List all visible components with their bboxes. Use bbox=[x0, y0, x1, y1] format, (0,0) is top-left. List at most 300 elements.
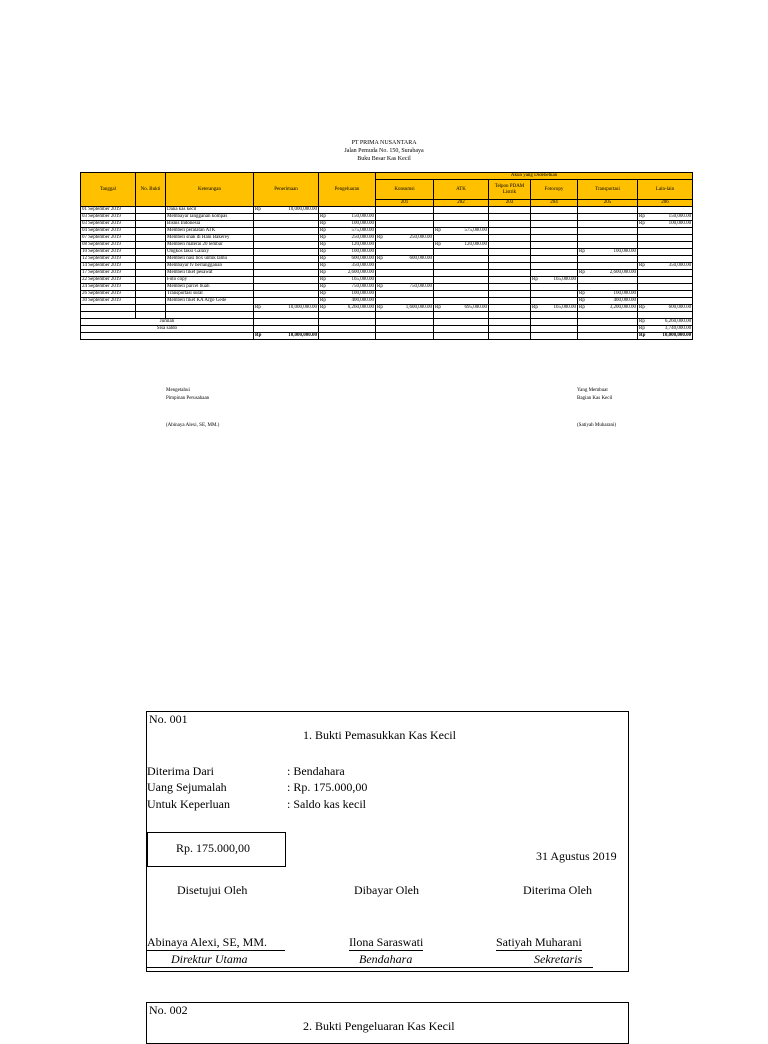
signer-name-director: Abinaya Alexi, SE, MM. bbox=[147, 935, 285, 951]
row-k bbox=[376, 214, 434, 221]
blank-cell bbox=[376, 333, 434, 340]
grand-in bbox=[254, 333, 319, 340]
row-out bbox=[319, 256, 376, 263]
amount-value: 3,740,000.00 bbox=[664, 326, 692, 331]
amount-value: 100,000.00 bbox=[613, 249, 636, 254]
table-row bbox=[81, 256, 693, 263]
account-code-206: 206 bbox=[638, 200, 693, 207]
spacer-row bbox=[81, 312, 693, 319]
row-atk bbox=[434, 277, 489, 284]
value-purpose: : Saldo kas kecil bbox=[287, 797, 366, 811]
currency-label: Rp bbox=[639, 305, 645, 310]
amount-value: 750,000.00 bbox=[409, 284, 432, 289]
currency-label: Rp bbox=[639, 326, 645, 331]
row-date: 14 September 2019 bbox=[81, 263, 136, 270]
table-row bbox=[81, 284, 693, 291]
row-in bbox=[254, 270, 319, 277]
row-foto bbox=[531, 221, 578, 228]
amount-value: 100,000.00 bbox=[351, 221, 374, 226]
currency-label: Rp bbox=[579, 291, 585, 296]
row-foto bbox=[531, 298, 578, 305]
row-bukti bbox=[136, 221, 166, 228]
spacer-cell bbox=[489, 312, 531, 319]
amount-value: 100,000.00 bbox=[613, 291, 636, 296]
currency-label: Rp bbox=[639, 319, 645, 324]
amount-value: 6,260,000.00 bbox=[347, 305, 374, 310]
jumlah-row bbox=[81, 319, 693, 326]
row-date: 24 September 2019 bbox=[81, 284, 136, 291]
spacer-cell bbox=[81, 312, 136, 319]
row-in bbox=[254, 284, 319, 291]
sig-right-line1: Yang Membuat bbox=[577, 388, 608, 393]
amount-value: 150,000.00 bbox=[351, 214, 374, 219]
row-trans bbox=[578, 214, 638, 221]
blank-cell bbox=[376, 319, 434, 326]
currency-label: Rp bbox=[320, 214, 326, 219]
row-date: 12 September 2019 bbox=[81, 256, 136, 263]
table-row bbox=[81, 277, 693, 284]
row-trans bbox=[578, 207, 638, 214]
row-description: Bisnis Indonesia bbox=[166, 221, 254, 228]
amount-value: 6,260,000.00 bbox=[664, 319, 692, 324]
currency-label: Rp bbox=[579, 298, 585, 303]
currency-label: Rp bbox=[320, 221, 326, 226]
row-date: 08 September 2019 bbox=[81, 242, 136, 249]
row-in bbox=[254, 263, 319, 270]
table-row bbox=[81, 298, 693, 305]
blank-cell bbox=[531, 333, 578, 340]
voucher-title: 2. Bukti Pengeluaran Kas Kecil bbox=[303, 1019, 455, 1033]
row-lain bbox=[638, 277, 693, 284]
currency-label: Rp bbox=[320, 256, 326, 261]
account-name-204: Fotocopy bbox=[531, 180, 578, 200]
blank-cell bbox=[578, 333, 638, 340]
amount-value: 250,000.00 bbox=[351, 235, 374, 240]
currency-label: Rp bbox=[639, 333, 646, 338]
row-in bbox=[254, 256, 319, 263]
received-by-label: Diterima Oleh bbox=[523, 883, 592, 897]
row-tel bbox=[489, 256, 531, 263]
row-atk bbox=[434, 214, 489, 221]
row-description: Dana kas kecil bbox=[166, 207, 254, 214]
currency-label: Rp bbox=[579, 249, 585, 254]
row-description: Membeli tiket KA Argo Gede bbox=[166, 298, 254, 305]
currency-label: Rp bbox=[377, 284, 383, 289]
currency-label: Rp bbox=[320, 228, 326, 233]
row-in bbox=[254, 291, 319, 298]
voucher-number: No. 001 bbox=[149, 712, 188, 726]
sig-left-name: (Abinaya Alexi, SE, MM.) bbox=[166, 423, 220, 428]
table-row bbox=[81, 270, 693, 277]
row-lain bbox=[638, 263, 693, 270]
row-k bbox=[376, 256, 434, 263]
row-in bbox=[254, 277, 319, 284]
row-tel bbox=[489, 221, 531, 228]
row-foto bbox=[531, 284, 578, 291]
row-trans bbox=[578, 242, 638, 249]
row-atk bbox=[434, 249, 489, 256]
totals-blank bbox=[166, 305, 254, 312]
row-k bbox=[376, 298, 434, 305]
row-trans bbox=[578, 270, 638, 277]
row-lain bbox=[638, 221, 693, 228]
row-trans bbox=[578, 228, 638, 235]
row-bukti bbox=[136, 214, 166, 221]
blank-cell bbox=[434, 319, 489, 326]
row-foto bbox=[531, 207, 578, 214]
amount-value: 750,000.00 bbox=[351, 284, 374, 289]
row-trans bbox=[578, 277, 638, 284]
row-bukti bbox=[136, 228, 166, 235]
table-row bbox=[81, 249, 693, 256]
col-header-penerimaan: Penerimaan bbox=[254, 173, 319, 207]
row-description: Membeli parcel buah bbox=[166, 284, 254, 291]
row-in bbox=[254, 235, 319, 242]
currency-label: Rp bbox=[532, 277, 538, 282]
blank-cell bbox=[489, 326, 531, 333]
row-out bbox=[319, 298, 376, 305]
row-tel bbox=[489, 235, 531, 242]
currency-label: Rp bbox=[639, 263, 645, 268]
blank-cell bbox=[254, 319, 319, 326]
blank-cell bbox=[578, 326, 638, 333]
row-foto bbox=[531, 256, 578, 263]
row-in bbox=[254, 298, 319, 305]
row-k bbox=[376, 291, 434, 298]
row-foto bbox=[531, 228, 578, 235]
row-description: Membeli materai 20 lembar bbox=[166, 242, 254, 249]
currency-label: Rp bbox=[320, 284, 326, 289]
paid-by-label: Dibayar Oleh bbox=[354, 883, 419, 897]
row-k bbox=[376, 284, 434, 291]
row-trans bbox=[578, 263, 638, 270]
amount-value: 10,000,000.00 bbox=[288, 333, 317, 338]
amount-value: 100,000.00 bbox=[351, 249, 374, 254]
totals-blank bbox=[136, 305, 166, 312]
currency-label: Rp bbox=[639, 221, 645, 226]
blank-cell bbox=[434, 326, 489, 333]
row-atk bbox=[434, 298, 489, 305]
total-tel bbox=[489, 305, 531, 312]
book-title: Buku Besar Kas Kecil bbox=[357, 156, 411, 162]
row-out bbox=[319, 235, 376, 242]
currency-label: Rp bbox=[320, 242, 326, 247]
row-date: 01 September 2019 bbox=[81, 207, 136, 214]
spacer-cell bbox=[434, 312, 489, 319]
petty-cash-ledger-table bbox=[80, 172, 693, 340]
row-atk bbox=[434, 207, 489, 214]
row-trans bbox=[578, 284, 638, 291]
row-in bbox=[254, 207, 319, 214]
voucher-title: 1. Bukti Pemasukkan Kas Kecil bbox=[303, 728, 456, 742]
amount-value: 100,000.00 bbox=[351, 291, 374, 296]
blank-cell bbox=[254, 326, 319, 333]
row-bukti bbox=[136, 207, 166, 214]
currency-label: Rp bbox=[435, 242, 441, 247]
row-trans bbox=[578, 235, 638, 242]
account-name-203: Telpon PDAM Listrik bbox=[489, 180, 531, 200]
row-out bbox=[319, 291, 376, 298]
table-row bbox=[81, 263, 693, 270]
amount-value: 100,000.00 bbox=[668, 221, 692, 226]
col-header-pengeluaran: Pengeluaran bbox=[319, 173, 376, 207]
label-purpose: Untuk Keperluan bbox=[147, 797, 230, 811]
saldo-row bbox=[81, 326, 693, 333]
sig-left-line2: Pimpinan Perusahaan bbox=[166, 396, 210, 401]
row-trans bbox=[578, 291, 638, 298]
row-date: 30 September 2019 bbox=[81, 298, 136, 305]
blank-cell bbox=[578, 319, 638, 326]
spacer-cell bbox=[254, 312, 319, 319]
total-foto bbox=[531, 305, 578, 312]
spacer-cell bbox=[136, 312, 166, 319]
total-out bbox=[319, 305, 376, 312]
currency-label: Rp bbox=[320, 277, 326, 282]
row-tel bbox=[489, 242, 531, 249]
blank-cell bbox=[531, 319, 578, 326]
signer-role-director: Direktur Utama bbox=[171, 952, 248, 966]
row-lain bbox=[638, 256, 693, 263]
total-lain bbox=[638, 305, 693, 312]
grand-total bbox=[638, 333, 693, 340]
table-row bbox=[81, 242, 693, 249]
account-code-205: 205 bbox=[578, 200, 638, 207]
saldo-row-value bbox=[638, 326, 693, 333]
spacer-cell bbox=[166, 312, 254, 319]
currency-label: Rp bbox=[435, 305, 441, 310]
currency-label: Rp bbox=[320, 298, 326, 303]
blank-cell bbox=[531, 326, 578, 333]
row-in bbox=[254, 242, 319, 249]
signature-baseline bbox=[147, 967, 593, 968]
col-header-bukti: No. Bukti bbox=[136, 173, 166, 207]
blank-cell bbox=[434, 333, 489, 340]
row-bukti bbox=[136, 263, 166, 270]
amount-value: 150,000.00 bbox=[668, 214, 692, 219]
col-header-tanggal: Tanggal bbox=[81, 173, 136, 207]
row-lain bbox=[638, 249, 693, 256]
totals-row bbox=[81, 305, 693, 312]
table-row bbox=[81, 207, 693, 214]
amount-value: 600,000.00 bbox=[409, 256, 432, 261]
row-bukti bbox=[136, 298, 166, 305]
currency-label: Rp bbox=[377, 256, 383, 261]
row-tel bbox=[489, 298, 531, 305]
row-tel bbox=[489, 214, 531, 221]
total-trans bbox=[578, 305, 638, 312]
row-atk bbox=[434, 263, 489, 270]
amount-value: 400,000.00 bbox=[351, 298, 374, 303]
row-date: 03 September 2019 bbox=[81, 221, 136, 228]
total-in bbox=[254, 305, 319, 312]
currency-label: Rp bbox=[579, 270, 585, 275]
table-row bbox=[81, 228, 693, 235]
row-date: 17 September 2019 bbox=[81, 270, 136, 277]
row-tel bbox=[489, 270, 531, 277]
row-date: 22 September 2019 bbox=[81, 277, 136, 284]
row-out bbox=[319, 207, 376, 214]
row-description: Membeli nasi box untuk tamu bbox=[166, 256, 254, 263]
account-code-202: 202 bbox=[434, 200, 489, 207]
table-row bbox=[81, 235, 693, 242]
amount-value: 120,000.00 bbox=[464, 242, 487, 247]
row-foto bbox=[531, 214, 578, 221]
row-tel bbox=[489, 263, 531, 270]
sig-left-line1: Mengetahui bbox=[166, 388, 190, 393]
jumlah-row-value bbox=[638, 319, 693, 326]
amount-value: 575,000.00 bbox=[351, 228, 374, 233]
row-k bbox=[376, 221, 434, 228]
grand-blank bbox=[81, 333, 254, 340]
blank-cell bbox=[319, 326, 376, 333]
currency-label: Rp bbox=[532, 305, 538, 310]
row-lain bbox=[638, 228, 693, 235]
sig-right-name: (Satiyah Muharani) bbox=[577, 423, 617, 428]
row-description: Membayar langganan kompas bbox=[166, 214, 254, 221]
row-out bbox=[319, 263, 376, 270]
currency-label: Rp bbox=[320, 270, 326, 275]
row-out bbox=[319, 277, 376, 284]
row-bukti bbox=[136, 270, 166, 277]
amount-value: 3,200,000.00 bbox=[609, 305, 636, 310]
amount-value: 2,600,000.00 bbox=[609, 270, 636, 275]
row-out bbox=[319, 249, 376, 256]
row-lain bbox=[638, 284, 693, 291]
row-k bbox=[376, 242, 434, 249]
total-atk bbox=[434, 305, 489, 312]
amount-value: 575,000.00 bbox=[464, 228, 487, 233]
table-row bbox=[81, 291, 693, 298]
row-tel bbox=[489, 284, 531, 291]
row-atk bbox=[434, 221, 489, 228]
currency-label: Rp bbox=[320, 263, 326, 268]
total-k bbox=[376, 305, 434, 312]
approved-by-label: Disetujui Oleh bbox=[177, 883, 248, 897]
spacer-cell bbox=[531, 312, 578, 319]
amount-value: 10,000,000.00 bbox=[288, 207, 317, 212]
table-row bbox=[81, 214, 693, 221]
blank-cell bbox=[319, 319, 376, 326]
amount-value: 1,600,000.00 bbox=[405, 305, 432, 310]
amount-value: 600,000.00 bbox=[668, 305, 692, 310]
row-k bbox=[376, 263, 434, 270]
row-out bbox=[319, 221, 376, 228]
signer-name-secretary: Satiyah Muharani bbox=[496, 935, 582, 949]
amount-value: 600,000.00 bbox=[351, 256, 374, 261]
amount-value: 165,000.00 bbox=[351, 277, 374, 282]
row-out bbox=[319, 228, 376, 235]
row-trans bbox=[578, 221, 638, 228]
row-bukti bbox=[136, 284, 166, 291]
account-code-201: 201 bbox=[376, 200, 434, 207]
row-lain bbox=[638, 298, 693, 305]
row-description: Transportasi surat bbox=[166, 291, 254, 298]
row-in bbox=[254, 249, 319, 256]
row-trans bbox=[578, 249, 638, 256]
value-amount: : Rp. 175.000,00 bbox=[287, 780, 368, 794]
amount-box bbox=[147, 832, 286, 867]
amount-box-value: Rp. 175.000,00 bbox=[176, 841, 251, 855]
blank-cell bbox=[489, 333, 531, 340]
voucher-date: 31 Agustus 2019 bbox=[536, 849, 617, 863]
row-lain bbox=[638, 242, 693, 249]
row-out bbox=[319, 242, 376, 249]
amount-value: 10,000,000.00 bbox=[288, 305, 317, 310]
row-foto bbox=[531, 277, 578, 284]
currency-label: Rp bbox=[255, 305, 261, 310]
row-tel bbox=[489, 277, 531, 284]
company-name: PT PRIMA NUSANTARA bbox=[351, 140, 417, 146]
row-tel bbox=[489, 228, 531, 235]
spacer-cell bbox=[578, 312, 638, 319]
row-description: Membayar tv berlangganan bbox=[166, 263, 254, 270]
currency-label: Rp bbox=[579, 305, 585, 310]
row-foto bbox=[531, 235, 578, 242]
row-k bbox=[376, 277, 434, 284]
row-out bbox=[319, 270, 376, 277]
row-atk bbox=[434, 291, 489, 298]
row-date: 26 September 2019 bbox=[81, 291, 136, 298]
currency-label: Rp bbox=[320, 235, 326, 240]
row-description: Membeli peralatan ATK bbox=[166, 228, 254, 235]
col-group-header: Akun yang Didebetkan bbox=[376, 173, 693, 180]
currency-label: Rp bbox=[255, 207, 261, 212]
row-bukti bbox=[136, 291, 166, 298]
amount-value: 350,000.00 bbox=[351, 263, 374, 268]
label-received-from: Diterima Dari bbox=[147, 764, 214, 778]
row-k bbox=[376, 270, 434, 277]
voucher-001 bbox=[146, 711, 629, 972]
col-header-keterangan: Keterangan bbox=[166, 173, 254, 207]
sig-right-line2: Bagian Kas Kecil bbox=[577, 396, 613, 401]
amount-value: 165,000.00 bbox=[553, 277, 576, 282]
currency-label: Rp bbox=[639, 214, 645, 219]
row-date: 10 September 2019 bbox=[81, 249, 136, 256]
blank-cell bbox=[319, 333, 376, 340]
amount-value: 250,000.00 bbox=[409, 235, 432, 240]
row-description: Membeli tiket pesawat bbox=[166, 270, 254, 277]
currency-label: Rp bbox=[320, 249, 326, 254]
row-foto bbox=[531, 270, 578, 277]
row-description: Foto copy bbox=[166, 277, 254, 284]
signer-role-treasurer: Bendahara bbox=[359, 952, 413, 966]
row-bukti bbox=[136, 249, 166, 256]
row-trans bbox=[578, 256, 638, 263]
amount-value: 165,000.00 bbox=[553, 305, 576, 310]
row-out bbox=[319, 214, 376, 221]
spacer-cell bbox=[319, 312, 376, 319]
grand-total-row bbox=[81, 333, 693, 340]
jumlah-row-label: Jumlah bbox=[81, 319, 254, 326]
amount-value: 10,000,000.00 bbox=[662, 333, 692, 338]
row-lain bbox=[638, 235, 693, 242]
spacer-cell bbox=[638, 312, 693, 319]
row-k bbox=[376, 228, 434, 235]
table-row bbox=[81, 221, 693, 228]
row-out bbox=[319, 284, 376, 291]
totals-blank bbox=[81, 305, 136, 312]
voucher-number: No. 002 bbox=[149, 1003, 188, 1017]
row-lain bbox=[638, 214, 693, 221]
label-amount: Uang Sejumalah bbox=[147, 780, 227, 794]
currency-label: Rp bbox=[255, 333, 262, 338]
blank-cell bbox=[489, 319, 531, 326]
spacer-cell bbox=[376, 312, 434, 319]
voucher-002 bbox=[146, 1002, 629, 1044]
row-bukti bbox=[136, 242, 166, 249]
amount-value: 2,600,000.00 bbox=[347, 270, 374, 275]
row-description: Ongkos taksi Galaxy bbox=[166, 249, 254, 256]
